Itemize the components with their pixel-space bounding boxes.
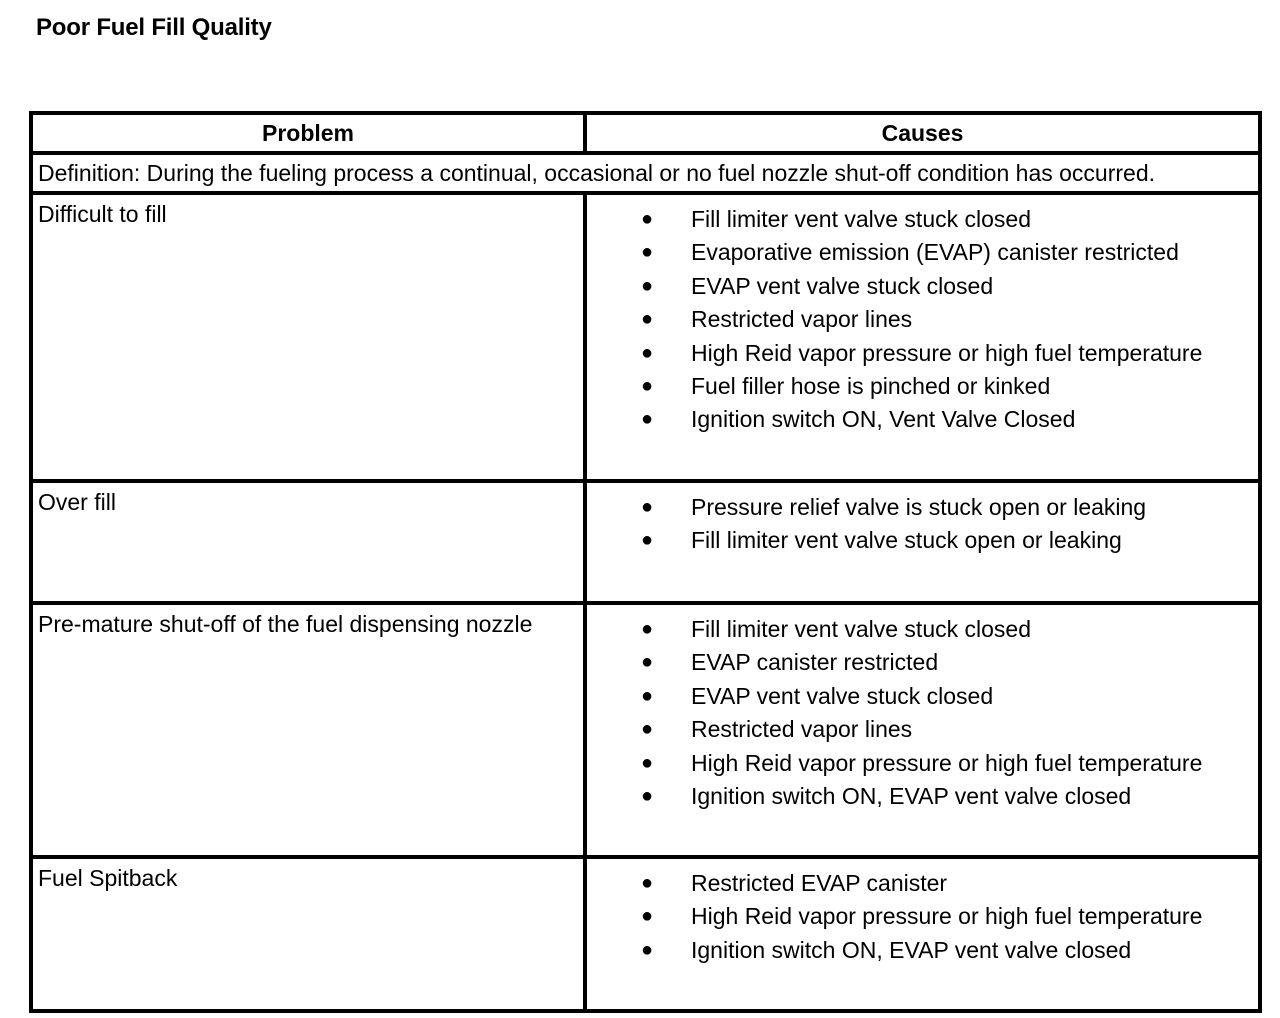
bullet-icon: ●	[641, 496, 654, 518]
table-row	[31, 857, 1260, 1011]
list-item	[587, 713, 1258, 746]
cause-text: Restricted vapor lines	[691, 716, 913, 743]
cause-text: EVAP vent valve stuck closed	[691, 272, 994, 299]
list-item	[587, 491, 1258, 524]
table-row	[31, 603, 1260, 857]
bullet-icon: ●	[641, 684, 654, 707]
bullet-icon: ●	[641, 618, 654, 640]
bullet-icon: ●	[641, 938, 654, 961]
cause-list	[587, 203, 1258, 437]
page-title: Poor Fuel Fill Quality	[36, 14, 272, 41]
cause-list	[587, 613, 1258, 813]
cause-text: Fuel filler hose is pinched or kinked	[691, 372, 1051, 399]
causes-cell	[585, 603, 1260, 857]
cause-text: Pressure relief valve is stuck open or leaking	[691, 494, 1147, 520]
cause-text: Fill limiter vent valve stuck open or leaking	[691, 527, 1122, 554]
bullet-icon: ●	[641, 718, 654, 741]
bullet-icon: ●	[641, 651, 654, 674]
cause-text: High Reid vapor pressure or high fuel temperature	[691, 903, 1203, 930]
causes-cell	[585, 481, 1260, 603]
cause-text: Restricted EVAP canister	[691, 870, 948, 896]
list-item	[587, 403, 1258, 436]
list-item	[587, 646, 1258, 679]
bullet-icon: ●	[641, 905, 654, 928]
bullet-icon: ●	[641, 751, 654, 774]
list-item	[587, 236, 1258, 269]
bullet-icon: ●	[641, 872, 654, 894]
bullet-icon: ●	[641, 784, 654, 807]
table-row	[31, 481, 1260, 603]
bullet-icon: ●	[641, 274, 654, 297]
definition-row	[31, 153, 1260, 193]
header-row	[31, 113, 1260, 153]
list-item	[587, 867, 1258, 900]
cause-text: Fill limiter vent valve stuck closed	[691, 616, 1031, 642]
problem-cell: Fuel Spitback	[31, 857, 585, 1011]
cause-text: Restricted vapor lines	[691, 306, 913, 333]
cause-text: Evaporative emission (EVAP) canister restricted	[691, 239, 1179, 266]
bullet-icon: ●	[641, 529, 654, 552]
cause-text: High Reid vapor pressure or high fuel temperature	[691, 339, 1203, 366]
problem-cell: Over fill	[31, 481, 585, 603]
header-problem: Problem	[31, 113, 585, 153]
cause-text: EVAP canister restricted	[691, 649, 939, 676]
cause-list	[587, 491, 1258, 558]
list-item	[587, 613, 1258, 646]
cause-list	[587, 867, 1258, 967]
bullet-icon: ●	[641, 341, 654, 364]
bullet-icon: ●	[641, 374, 654, 397]
cause-text: Ignition switch ON, EVAP vent valve closed	[691, 782, 1132, 809]
causes-cell	[585, 193, 1260, 481]
bullet-icon: ●	[641, 241, 654, 264]
bullet-icon: ●	[641, 208, 654, 230]
list-item	[587, 780, 1258, 813]
cause-text: Fill limiter vent valve stuck closed	[691, 206, 1031, 232]
problem-cell: Difficult to fill	[31, 193, 585, 481]
list-item	[587, 337, 1258, 370]
definition-text: Definition: During the fueling process a continual, occasional or no fuel nozzle shut-off condition has occurred.	[31, 153, 1260, 193]
list-item	[587, 747, 1258, 780]
bullet-icon: ●	[641, 408, 654, 431]
list-item	[587, 934, 1258, 967]
list-item	[587, 203, 1258, 236]
list-item	[587, 524, 1258, 557]
cause-text: EVAP vent valve stuck closed	[691, 682, 994, 709]
bullet-icon: ●	[641, 308, 654, 331]
list-item	[587, 303, 1258, 336]
cause-text: High Reid vapor pressure or high fuel temperature	[691, 749, 1203, 776]
cause-text: Ignition switch ON, Vent Valve Closed	[691, 406, 1076, 433]
list-item	[587, 270, 1258, 303]
list-item	[587, 370, 1258, 403]
list-item	[587, 900, 1258, 933]
header-causes: Causes	[585, 113, 1260, 153]
list-item	[587, 680, 1258, 713]
cause-text: Ignition switch ON, EVAP vent valve closed	[691, 936, 1132, 963]
causes-cell	[585, 857, 1260, 1011]
diagnosis-table	[29, 111, 1262, 1013]
problem-cell: Pre-mature shut-off of the fuel dispensing nozzle	[31, 603, 585, 857]
table-row	[31, 193, 1260, 481]
